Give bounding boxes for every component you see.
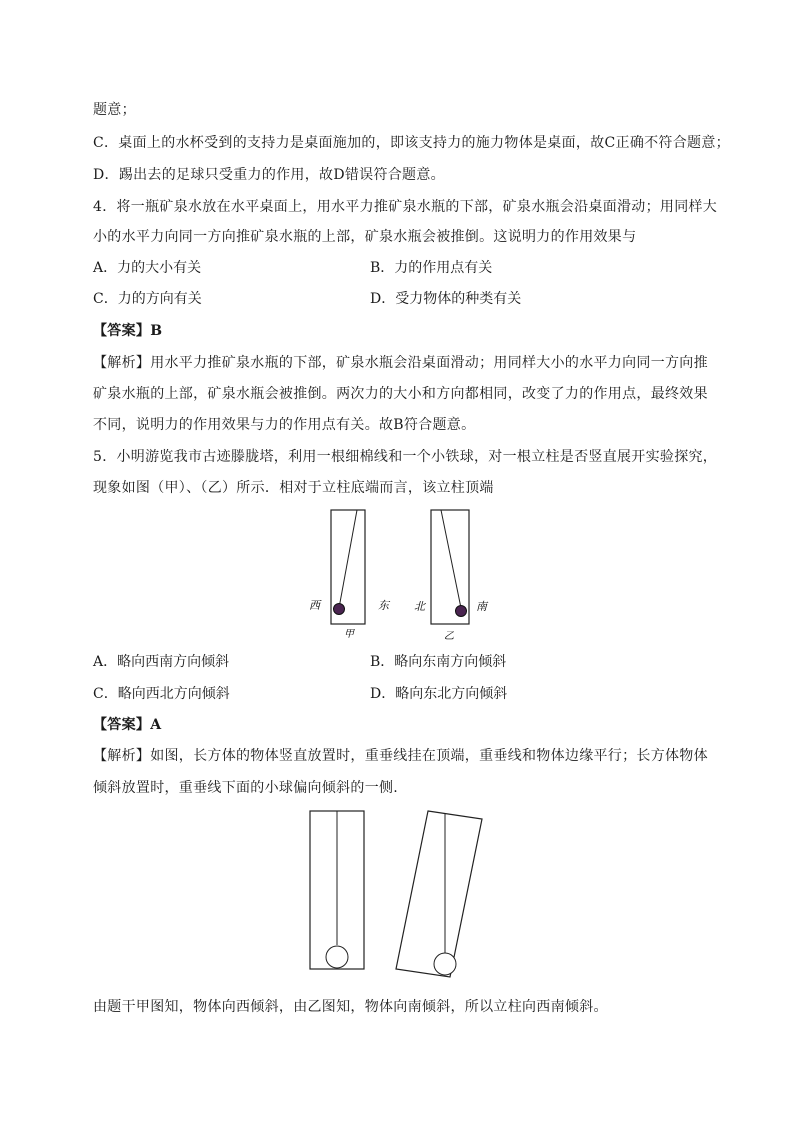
tilted-block [396,811,482,977]
text-line: D．踢出去的足球只受重力的作用，故D错误符合题意。 [93,167,445,183]
q4-explanation: 【解析】用水平力推矿泉水瓶的下部，矿泉水瓶会沿桌面滑动；用同样大小的水平力向同一方向推 [93,355,708,371]
q5-option-b: B．略向东南方向倾斜 [370,654,507,670]
tilted-plumb-ball [434,953,456,975]
q5-answer: 【答案】A [93,717,162,733]
q4-option-a: A．力的大小有关 [93,260,202,276]
q5-explanation: 【解析】如图，长方体的物体竖直放置时，重垂线挂在顶端，重垂线和物体边缘平行；长方体物体 [93,748,708,764]
q4-explanation: 矿泉水瓶的上部，矿泉水瓶会被推倒。两次力的大小和方向都相同，改变了力的作用点，最终效果 [93,386,708,402]
label-north: 北 [414,600,425,613]
explanation-figure [300,805,500,985]
plumb-ball-jia [334,604,345,615]
q5-option-a: A．略向西南方向倾斜 [93,654,230,670]
question-4-stem: 小的水平力向同一方向推矿泉水瓶的上部，矿泉水瓶会被推倒。这说明力的作用效果与 [93,229,637,245]
label-south: 南 [476,600,487,613]
q4-option-b: B．力的作用点有关 [370,260,493,276]
question-5-stem: 现象如图（甲）、（乙）所示．相对于立柱底端而言，该立柱顶端 [93,480,494,496]
plumb-string-jia [339,510,357,608]
caption-jia: 甲 [344,629,354,640]
plumb-string-yi [441,510,461,608]
upright-plumb-ball [326,946,348,968]
text-line: C．桌面上的水杯受到的支持力是桌面施加的，即该支持力的施力物体是桌面，故C正确不符合题意； [93,135,730,151]
question-5-stem: 5．小明游览我市古迹滕胧塔，利用一根细棉线和一个小铁球，对一根立柱是否竖直展开实验探究， [93,449,718,465]
plumb-line-figure [300,505,500,645]
q4-option-d: D．受力物体的种类有关 [370,291,522,307]
q5-option-d: D．略向东北方向倾斜 [370,686,508,702]
text-line: 题意； [93,102,136,118]
caption-yi: 乙 [444,631,454,642]
q5-option-c: C．略向西北方向倾斜 [93,686,230,702]
q5-explanation: 倾斜放置时，重垂线下面的小球偏向倾斜的一侧. [93,780,399,796]
plumb-ball-yi [456,606,467,617]
q4-option-c: C．力的方向有关 [93,291,202,307]
label-west: 西 [309,599,320,612]
q5-conclusion: 由题干甲图知，物体向西倾斜，由乙图知，物体向南倾斜，所以立柱向西南倾斜。 [93,999,608,1015]
q4-answer: 【答案】B [93,323,163,339]
label-east: 东 [378,599,389,612]
q4-explanation: 不同，说明力的作用效果与力的作用点有关。故B符合题意。 [93,417,476,433]
question-4-stem: 4．将一瓶矿泉水放在水平桌面上，用水平力推矿泉水瓶的下部，矿泉水瓶会沿桌面滑动；用同样大 [93,199,718,215]
